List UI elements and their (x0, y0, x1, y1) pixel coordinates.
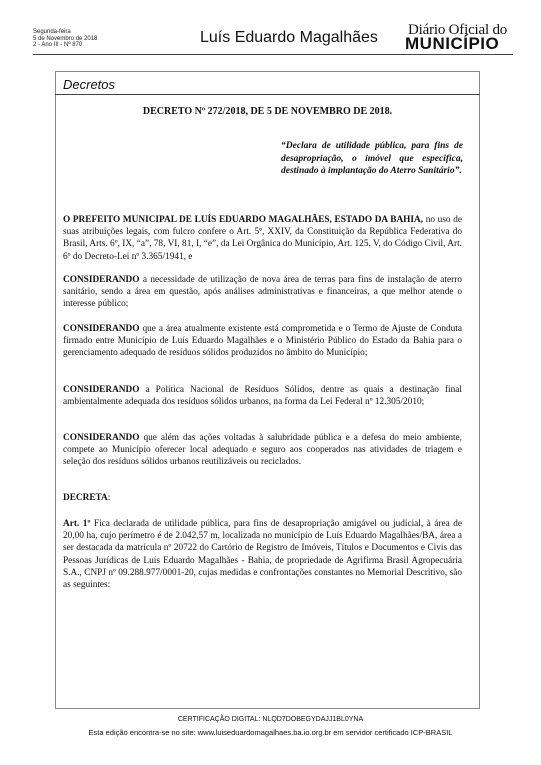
considerando-text: que a área atualmente existente está comprometida e o Termo de Ajuste de Conduta firmado entre Município de Luís Eduardo Magalhães e o Ministério Público do Estado da Bahia para o gerenciamento adequado de resíduos sólidos produzidos no âmbito do Município; (63, 324, 462, 359)
considerando-label: CONSIDERANDO (63, 324, 140, 334)
considerando-paragraph-3 (63, 384, 462, 408)
footer-site-notice: Esta edição encontra-se no site: www.luiseduardomagalhaes.ba.io.org.br em servidor certificado ICP-BRASIL (88, 728, 453, 737)
article-1 (63, 518, 462, 591)
considerando-text: a Política Nacional de Resíduos Sólidos, dentre as quais a destinação final ambientalmente adequada dos resíduos sólidos urbanos, na forma da Lei Federal nº 12.305/2010; (63, 385, 462, 408)
considerando-paragraph-4 (63, 432, 462, 469)
masthead-diario: Diário Oficial do (408, 22, 508, 38)
article-1-label: Art. 1º (63, 519, 91, 529)
decree-title: DECRETO Nº 272/2018, DE 5 DE NOVEMBRO DE 2018. (142, 106, 393, 117)
edition-number: 2 - Ano III - Nº 870 (33, 42, 83, 49)
footer-certification: CERTIFICAÇÃO DIGITAL: NLQD7DOBEGYDAJJ1BL0YNA (177, 716, 364, 723)
decreta-colon: : (107, 493, 111, 503)
considerando-paragraph-2 (63, 323, 462, 360)
preamble-lead: O PREFEITO MUNICIPAL DE LUÍS EDUARDO MAGALHÃES, ESTADO DA BAHIA, (63, 215, 424, 225)
edition-weekday: Segunda-feira (33, 29, 71, 35)
article-1-text: Fica declarada de utilidade pública, para fins de desapropriação amigável ou judicial, à área de 20,00 ha, cujo perímetro é de 2.042,57 m, localizada no município de Luís Eduardo Magalhães/BA, área a ser destacada da matrícula nº 20722 do Cartório de Registro de Imóveis, Títulos e Documentos e Civis das Pessoas Jurídicas de Luís Eduardo Magalhães - Bahia, de propriedade de Agrifirma Brasil Agropecuária S.A., CNPJ nº 09.288.977/0001-20, cujas medidas e confrontações constantes no Memorial Descritivo, são as seguintes: (63, 519, 462, 591)
decreta-label: DECRETA (63, 493, 108, 503)
decree-ementa: “Declara de utilidade pública, para fins de desapropriação, o imóvel que especifica, destinado à implantação do Aterro Sanitário”. (281, 141, 463, 176)
edition-info (33, 29, 97, 49)
decreta-heading (63, 492, 462, 504)
considerando-text: a necessidade de utilização de nova área de terras para fins de instalação de aterro sanitário, sendo a área em questão, após análises administrativas e financeiras, a que melhor atende o interesse público; (63, 275, 462, 310)
masthead-municipio: MUNICÍPIO (405, 34, 500, 53)
section-title: Decretos (63, 77, 116, 92)
city-name: Luís Eduardo Magalhães (200, 29, 378, 46)
header-divider (33, 54, 513, 55)
page-header (0, 0, 541, 60)
considerando-label: CONSIDERANDO (63, 433, 140, 443)
edition-date: 5 de Novembro de 2018 (33, 35, 98, 42)
considerando-label: CONSIDERANDO (63, 385, 140, 395)
decree-preamble (63, 214, 462, 263)
section-divider (55, 94, 480, 95)
considerando-paragraph-1 (63, 274, 462, 311)
preamble-text: no uso de suas atribuições legais, com fulcro confere o Art. 5º, XXIV, da Constituição da República Federativa do Brasil, Arts. 6º, IX, “a”, 78, VI, 81, I, “e”, da Lei Orgânica do Município, Art. 125, V, do Código Civil, Art. 6º do Decreto-Lei nº 3.365/1941, e (63, 215, 462, 262)
considerando-text: que além das ações voltadas à salubridade pública e a defesa do meio ambiente, compete ao Município oferecer local adequado e seguro aos cooperados nas atividades de triagem e seleção dos resíduos sólidos urbanos reutilizáveis ou reciclados. (63, 433, 462, 468)
considerando-label: CONSIDERANDO (63, 275, 140, 285)
